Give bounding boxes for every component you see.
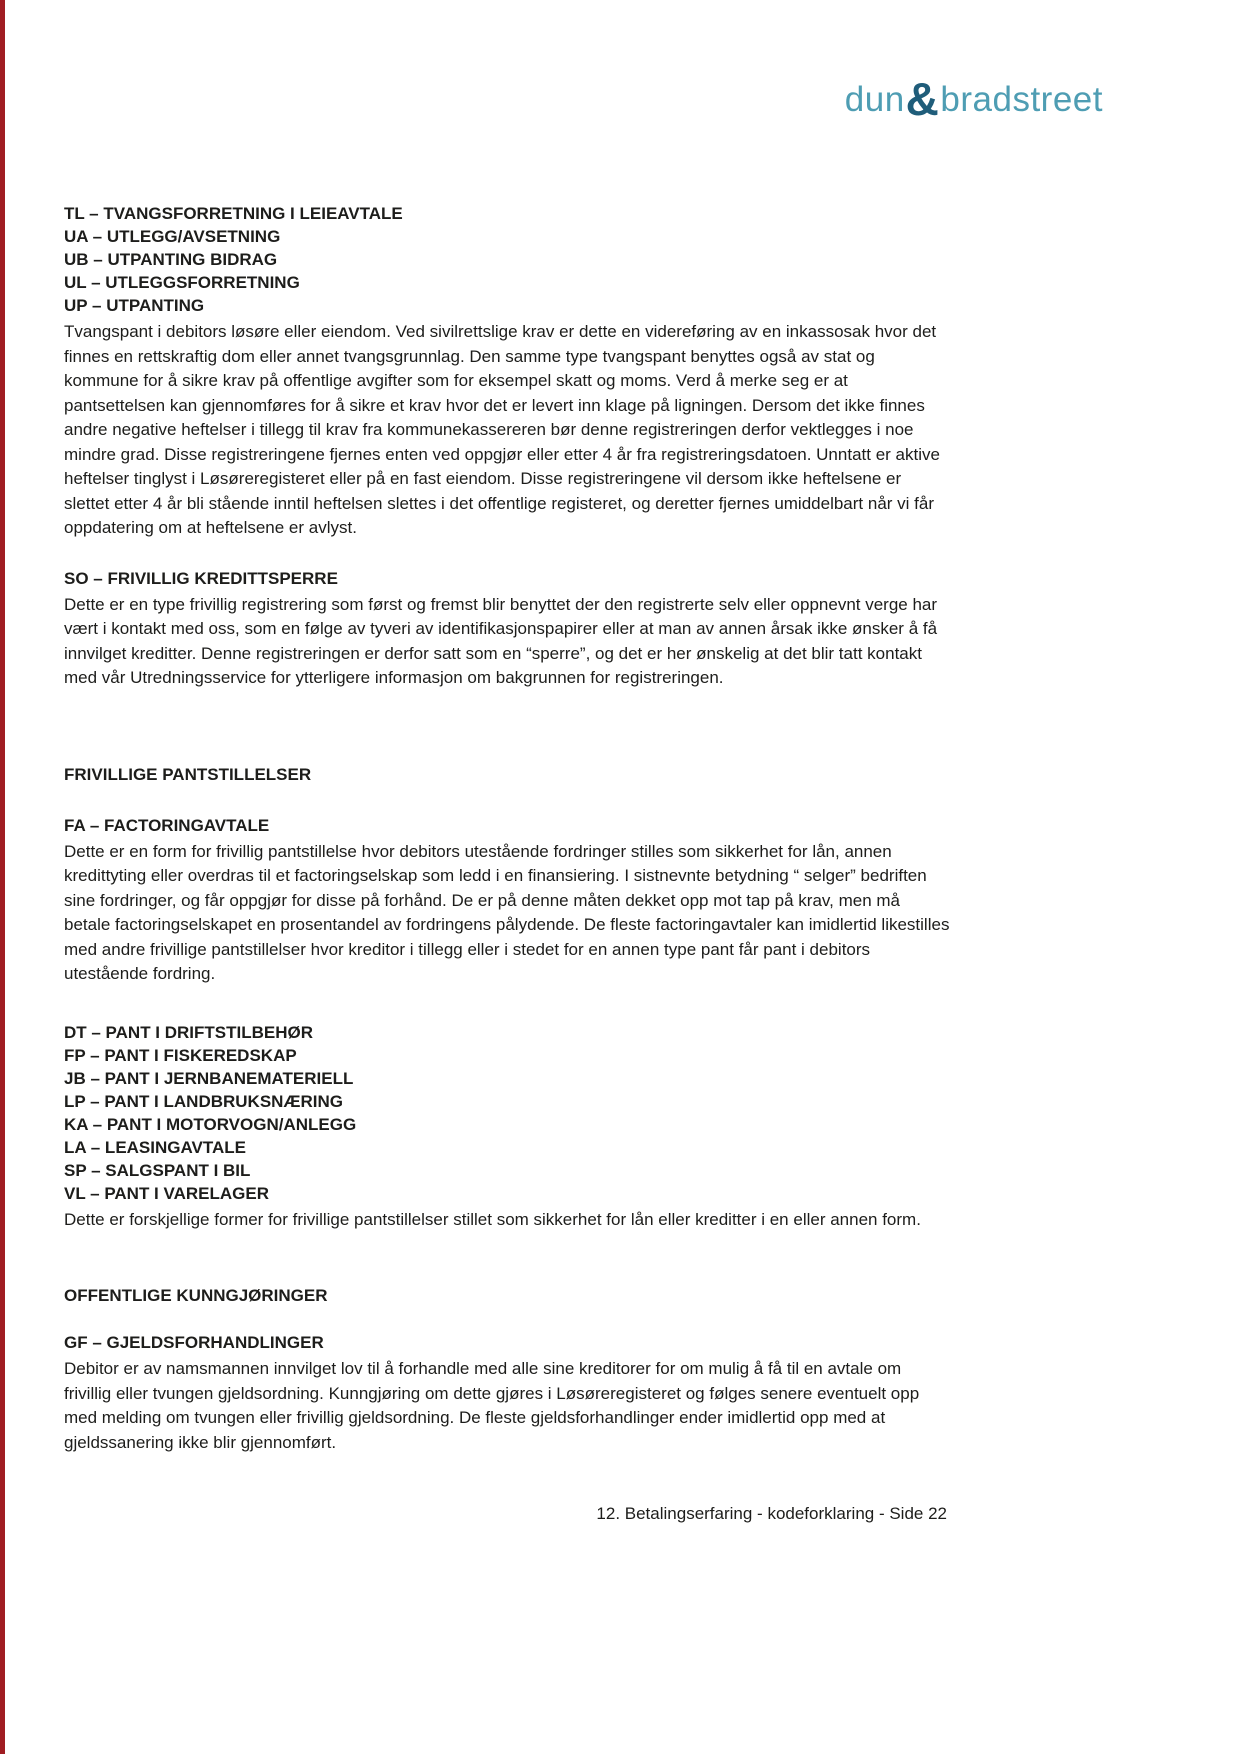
- code-heading-tl: TL – TVANGSFORRETNING I LEIEAVTALE: [64, 204, 403, 223]
- code-heading-ua: UA – UTLEGG/AVSETNING: [64, 227, 281, 246]
- dun-bradstreet-logo: [844, 68, 1103, 125]
- left-edge-red-line: [0, 0, 5, 1754]
- code-heading-lp: LP – PANT I LANDBRUKSNÆRING: [64, 1091, 343, 1111]
- code-heading-ub: UB – UTPANTING BIDRAG: [64, 250, 278, 269]
- logo-word-bradstreet: bradstreet: [940, 80, 1103, 119]
- code-heading-up: UP – UTPANTING: [64, 296, 205, 315]
- code-heading-dt: DT – PANT I DRIFTSTILBEHØR: [64, 1022, 314, 1042]
- code-description-pant-liste: Dette er forskjellige former for frivillige pantstillelser stillet som sikkerhet for lån eller kreditter i en eller annen form.: [64, 1209, 921, 1229]
- code-group-pant-liste: [64, 1021, 950, 1233]
- logo-ampersand-icon: &: [905, 73, 940, 125]
- code-group-so: [64, 567, 950, 691]
- code-heading-ka: KA – PANT I MOTORVOGN/ANLEGG: [64, 1114, 357, 1134]
- code-heading-sp: SP – SALGSPANT I BIL: [64, 1160, 251, 1180]
- code-group-gf: [64, 1331, 950, 1455]
- code-heading-fa: FA – FACTORINGAVTALE: [64, 815, 270, 835]
- logo-word-dun: dun: [844, 80, 905, 119]
- code-description-so: Dette er en type frivillig registrering som først og fremst blir benyttet der den registrerte selv eller oppnevnt verge har vært i kontakt med oss, som en følge av tyveri av identifikasjonspapirer eller at man av annen årsak ikke ønsker å få innvilget kreditter. Denne registreringen er derfor satt som en “sperre”, og det er her ønskelig at det blir tatt kontakt med vår Utredningsservice for ytterligere informasjon om bakgrunnen for registreringen.: [64, 594, 938, 687]
- code-heading-jb: JB – PANT I JERNBANEMATERIELL: [64, 1068, 354, 1088]
- code-group-tvangspant: [64, 202, 950, 541]
- code-heading-la: LA – LEASINGAVTALE: [64, 1137, 246, 1157]
- code-heading-so: SO – FRIVILLIG KREDITTSPERRE: [64, 568, 338, 588]
- code-group-fa: [64, 814, 950, 987]
- code-description-fa: Dette er en form for frivillig pantstillelse hvor debitors utestående fordringer stilles som sikkerhet for lån, annen kredittyting eller overdras til et factoringselskap som ledd i en finansiering. I sistnevnte betydning “ selger” bedriften sine fordringer, og får oppgjør for disse på forhånd. De er på denne måten dekket opp mot tap på krav, men må betale factoringselskapet en prosentandel av fordringens pålydende. De fleste factoringavtaler kan imidlertid likestilles med andre frivillige pantstillelser hvor kreditor i tillegg eller i stedet for en annen type pant får pant i debitors utestående fordring.: [64, 841, 950, 983]
- code-heading-ul: UL – UTLEGGSFORRETNING: [64, 273, 300, 292]
- page-footer: 12. Betalingserfaring - kodeforklaring - Side 22: [596, 1504, 947, 1523]
- code-description-tvangspant: Tvangspant i debitors løsøre eller eiendom. Ved sivilrettslige krav er dette en videreføring av en inkassosak hvor det finnes en rettskraftig dom eller annet tvangsgrunnlag. Den samme type tvangspant benyttes også av stat og kommune for å sikre krav på offentlige avgifter som for eksempel skatt og moms. Verd å merke seg er at pantsettelsen kan gjennomføres for å sikre et krav hvor det er levert inn klage på ligningen. Dersom det ikke finnes andre negative heftelser i tillegg til krav fra kommunekassereren bør denne registreringen derfor vektlegges i noe mindre grad. Disse registreringene fjernes enten ved oppgjør eller etter 4 år fra registreringsdatoen. Unntatt er aktive heftelser tinglyst i Løsøreregisteret eller på en fast eiendom. Disse registreringene vil dersom ikke heftelsene er slettet etter 4 år bli stående inntil heftelsen slettes i det offentlige registeret, og deretter fjernes umiddelbart når vi får oppdatering om at heftelsene er avlyst.: [64, 322, 940, 537]
- document-body: [64, 202, 950, 1455]
- code-heading-gf: GF – GJELDSFORHANDLINGER: [64, 1333, 324, 1352]
- code-heading-fp: FP – PANT I FISKEREDSKAP: [64, 1045, 297, 1065]
- section-title-frivillige-pantstillelser: FRIVILLIGE PANTSTILLELSER: [64, 764, 312, 784]
- code-description-gf: Debitor er av namsmannen innvilget lov til å forhandle med alle sine kreditorer for om mulig å få til en avtale om frivillig eller tvungen gjeldsordning. Kunngjøring om dette gjøres i Løsøreregisteret og følges senere eventuelt opp med melding om tvungen eller frivillig gjeldsordning. De fleste gjeldsforhandlinger ender imidlertid opp med at gjeldssanering ikke blir gjennomført.: [64, 1359, 920, 1452]
- code-heading-vl: VL – PANT I VARELAGER: [64, 1183, 269, 1203]
- section-title-offentlige-kunngjoringer: OFFENTLIGE KUNNGJØRINGER: [64, 1286, 328, 1305]
